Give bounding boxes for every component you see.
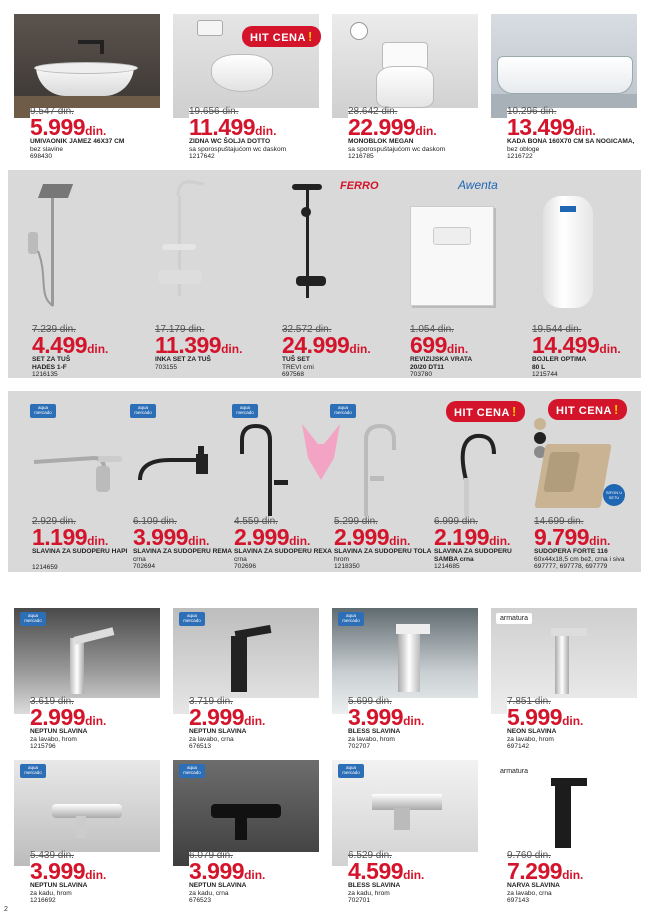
old-price: 5.439 din. — [30, 850, 74, 861]
old-price: 5.299 din. — [334, 516, 378, 527]
old-price: 2.929 din. — [32, 516, 76, 527]
product-name: SLAVINA ZA SUDOPERU REXA crna 702696 — [234, 548, 332, 570]
price-tag-bless-bath — [348, 852, 486, 902]
new-price: 11.399din. — [155, 332, 243, 358]
product-name: SLAVINA ZA SUDOPERU HAPI 1214659 — [32, 548, 128, 571]
old-price: 3.719 din. — [189, 696, 233, 707]
new-price: 7.299din. — [507, 858, 584, 884]
aqua-mercado-logo: aqua mercado — [338, 764, 364, 778]
faucet-rexa-image — [236, 420, 296, 520]
old-price: 3.619 din. — [30, 696, 74, 707]
new-price: 2.999din. — [30, 704, 107, 730]
price-tag-wc — [189, 106, 327, 160]
hit-label: HIT CENA — [250, 32, 306, 44]
faucet-hapi-image — [24, 440, 124, 500]
product-name: SLAVINA ZA SUDOPERU TOLA hrom 1218350 — [334, 548, 432, 570]
sifon-badge: SIFON U SETU — [603, 484, 625, 506]
monoblock-photo — [332, 14, 478, 118]
product-name: SLAVINA ZA SUDOPERU SAMBA crna 1214685 — [434, 548, 512, 570]
bathtub-photo — [491, 14, 637, 118]
color-swatch-black — [534, 432, 546, 444]
product-name: NEPTUN SLAVINA za kadu, crna 676523 — [189, 882, 247, 904]
product-name: NARVA SLAVINA za lavabo, crna 697143 — [507, 882, 560, 904]
faucet-rema-image — [130, 440, 230, 500]
new-price: 3.999din. — [133, 524, 210, 550]
hit-label: HIT CENA — [556, 405, 612, 417]
awenta-logo: Awenta — [458, 178, 498, 192]
old-price: 19.544 din. — [532, 324, 582, 335]
old-price: 19.656 din. — [189, 106, 239, 117]
product-name: NEPTUN SLAVINA za lavabo, hrom 1215796 — [30, 728, 88, 750]
new-price: 2.199din. — [434, 524, 511, 550]
armatura-brand-text: armatura — [500, 615, 529, 622]
product-name: BLESS SLAVINA za lavabo, hrom 702707 — [348, 728, 401, 750]
price-tag-trevi — [282, 324, 392, 378]
price-tag-forte — [534, 516, 634, 570]
price-tag-rexa — [234, 516, 332, 570]
product-name: BOJLER OPTIMA 80 L 1215744 — [532, 356, 587, 378]
product-name: KADA BONA 160X70 CM SA NOGICAMA, bez obloge 1216722 — [507, 138, 635, 160]
price-tag-bathtub — [507, 106, 645, 160]
old-price: 14.699 din. — [534, 516, 584, 527]
price-tag-neptun-bath-black — [189, 852, 327, 902]
aqua-mercado-logo: aqua mercado — [130, 404, 156, 418]
new-price: 5.999din. — [30, 114, 107, 140]
washbasin-photo — [14, 14, 160, 118]
new-price: 13.499din. — [507, 114, 596, 140]
price-tag-tola — [334, 516, 432, 570]
new-price: 24.999din. — [282, 332, 371, 358]
new-price: 3.999din. — [30, 858, 107, 884]
price-tag-rema — [133, 516, 233, 570]
boiler-image — [543, 196, 593, 308]
price-tag-washbasin — [30, 106, 168, 160]
faucet-samba-image — [436, 420, 496, 520]
revision-door-image — [410, 206, 494, 306]
shower-set-trevi-image — [270, 176, 350, 316]
product-name: TUŠ SET TREVI crni 697568 — [282, 356, 314, 378]
new-price: 14.499din. — [532, 332, 621, 358]
aqua-mercado-logo: aqua mercado — [179, 612, 205, 626]
price-tag-neptun-basin-chrome — [30, 698, 168, 748]
new-price: 11.499din. — [189, 114, 277, 140]
aqua-mercado-logo: aqua mercado — [30, 404, 56, 418]
old-price: 6.529 din. — [348, 850, 392, 861]
product-name: SLAVINA ZA SUDOPERU REMA crna 702694 — [133, 548, 233, 570]
old-price: 9.760 din. — [507, 850, 551, 861]
hit-label: HIT CENA — [454, 407, 510, 419]
product-name: REVIZIJSKA VRATA 20/20 DT11 703780 — [410, 356, 473, 378]
old-price: 4.559 din. — [234, 516, 278, 527]
aqua-mercado-logo: aqua mercado — [338, 612, 364, 626]
product-name: BLESS SLAVINA za kadu, hrom 702701 — [348, 882, 401, 904]
price-tag-hades — [32, 324, 132, 378]
new-price: 1.199din. — [32, 524, 109, 550]
new-price: 9.799din. — [534, 524, 611, 550]
armatura-brand-text: armatura — [500, 768, 529, 775]
old-price: 7.239 din. — [32, 324, 76, 335]
old-price: 28.642 din. — [348, 106, 398, 117]
price-tag-monoblock — [348, 106, 486, 160]
aqua-mercado-logo: aqua mercado — [20, 764, 46, 778]
shower-set-hades-image — [18, 176, 88, 316]
price-tag-hapi — [32, 516, 130, 571]
aqua-mercado-logo: aqua mercado — [232, 404, 258, 418]
aqua-mercado-logo: aqua mercado — [330, 404, 356, 418]
price-tag-neon-basin — [507, 698, 645, 748]
price-tag-bless-basin — [348, 698, 486, 748]
color-swatch-beige — [534, 418, 546, 430]
new-price: 2.999din. — [334, 524, 411, 550]
old-price: 32.572 din. — [282, 324, 332, 335]
old-price: 17.179 din. — [155, 324, 205, 335]
old-price: 6.999 din. — [434, 516, 478, 527]
product-name: ZIDNA WC ŠOLJA DOTTO sa sporospuštajućom wc daskom 1217642 — [189, 138, 287, 160]
product-name: UMIVAONIK JAMEZ 46X37 CM bez slavine 698430 — [30, 138, 125, 160]
price-tag-narva — [507, 852, 645, 902]
product-name: NEON SLAVINA za lavabo, hrom 697142 — [507, 728, 557, 750]
new-price: 4.499din. — [32, 332, 109, 358]
hit-badge: HIT CENA ! — [242, 26, 321, 47]
armatura-logo — [496, 766, 532, 777]
price-tag-inka — [155, 326, 255, 370]
old-price: 5.699 din. — [348, 696, 392, 707]
shower-set-inka-image — [140, 176, 220, 316]
faucet-tola-image — [336, 420, 396, 520]
product-name: SET ZA TUŠ HADES 1-F 1216135 — [32, 356, 71, 378]
old-price: 7.851 din. — [507, 696, 551, 707]
new-price: 2.999din. — [189, 704, 266, 730]
new-price: 5.999din. — [507, 704, 584, 730]
armatura-logo — [496, 613, 532, 624]
old-price: 9.547 din. — [30, 106, 74, 117]
sink-forte-image — [534, 444, 611, 508]
new-price: 22.999din. — [348, 114, 437, 140]
product-name: NEPTUN SLAVINA za lavabo, crna 676513 — [189, 728, 247, 750]
new-price: 3.999din. — [189, 858, 266, 884]
old-price: 6.079 din. — [189, 850, 233, 861]
product-name: NEPTUN SLAVINA za kadu, hrom 1216692 — [30, 882, 88, 904]
price-tag-boiler — [532, 324, 636, 378]
product-name: SUDOPERA FORTE 116 60x44x18,5 cm bež, crna i siva 697777, 697778, 697779 — [534, 548, 625, 570]
ferro-logo: FERRO — [340, 180, 379, 192]
old-price: 6.109 din. — [133, 516, 177, 527]
page-number: 2 — [4, 906, 8, 913]
price-tag-neptun-basin-black — [189, 698, 327, 748]
aqua-mercado-logo: aqua mercado — [179, 764, 205, 778]
product-name: INKA SET ZA TUŠ 703155 — [155, 356, 211, 371]
old-price: 10.296 din. — [507, 106, 557, 117]
hit-badge: HIT CENA ! — [548, 399, 627, 420]
aqua-mercado-logo: aqua mercado — [20, 612, 46, 626]
product-name: MONOBLOK MEGAN sa sporospuštajućom wc daskom 1216785 — [348, 138, 446, 160]
new-price: 699din. — [410, 332, 469, 358]
new-price: 2.999din. — [234, 524, 311, 550]
hit-badge: HIT CENA ! — [446, 401, 525, 422]
price-tag-revision-door — [410, 324, 510, 378]
old-price: 1.054 din. — [410, 324, 454, 335]
new-price: 3.999din. — [348, 704, 425, 730]
price-tag-neptun-bath-chrome — [30, 852, 168, 902]
price-tag-samba — [434, 516, 532, 570]
new-price: 4.599din. — [348, 858, 425, 884]
